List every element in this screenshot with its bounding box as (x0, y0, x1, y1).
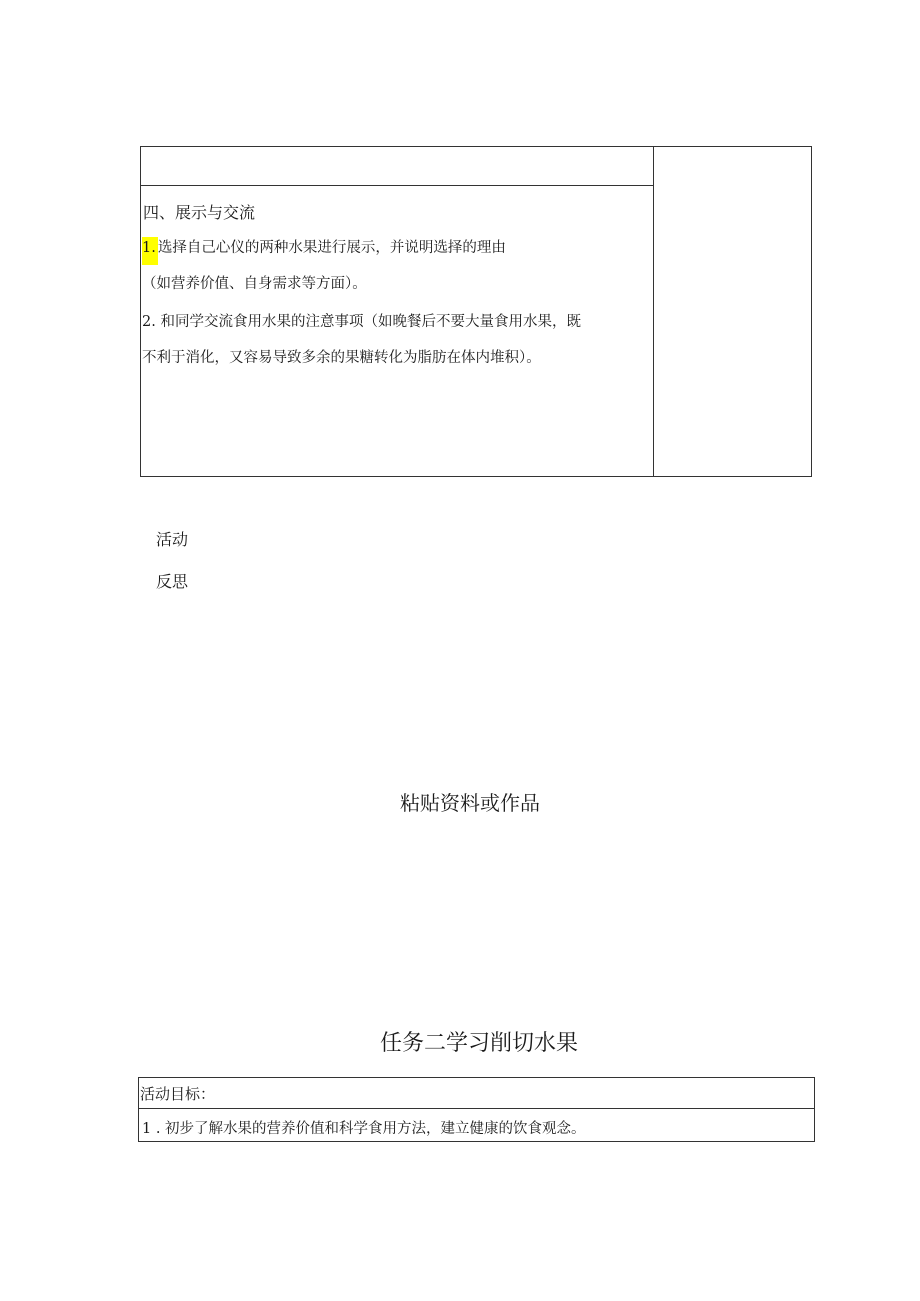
task-title: 任务二学习削切水果 (380, 1031, 579, 1056)
table-row-divider (140, 185, 654, 186)
table-border-bottom (140, 476, 812, 477)
item-1-line-1 (142, 236, 506, 265)
goal-item-1: 1 . 初步了解水果的营养价值和科学食用方法，建立健康的饮食观念。 (142, 1121, 586, 1137)
reflection-label-line-2: 反思 (156, 572, 189, 591)
reflection-label-line-1: 活动 (156, 530, 189, 549)
goal-label: 活动目标： (140, 1085, 216, 1103)
item-2-line-2: 不利于消化，又容易导致多余的果糖转化为脂肪在体内堆积）。 (142, 350, 541, 366)
item-2-line-1: 2. 和同学交流食用水果的注意事项（如晚餐后不要大量食用水果，既 (142, 314, 581, 330)
table-column-divider (653, 146, 654, 477)
table-border-top (140, 146, 812, 147)
goal-table-row-divider (138, 1108, 815, 1109)
goal-table-border-right (814, 1077, 815, 1142)
item-1-line-2: （如营养价值、自身需求等方面）。 (142, 276, 367, 292)
section-heading: 四、展示与交流 (143, 203, 256, 222)
table-border-left (140, 146, 141, 477)
item-1-text: 选择自己心仪的两种水果进行展示，并说明选择的理由 (157, 240, 506, 256)
goal-table (0, 1070, 920, 1150)
table-border-right (811, 146, 812, 477)
activity-table (0, 0, 920, 480)
goal-table-border-top (138, 1077, 815, 1078)
goal-table-border-bottom (138, 1141, 815, 1142)
paste-area-label: 粘贴资料或作品 (400, 791, 540, 815)
goal-table-border-left (138, 1077, 139, 1142)
item-1-number: 1. (142, 237, 158, 265)
